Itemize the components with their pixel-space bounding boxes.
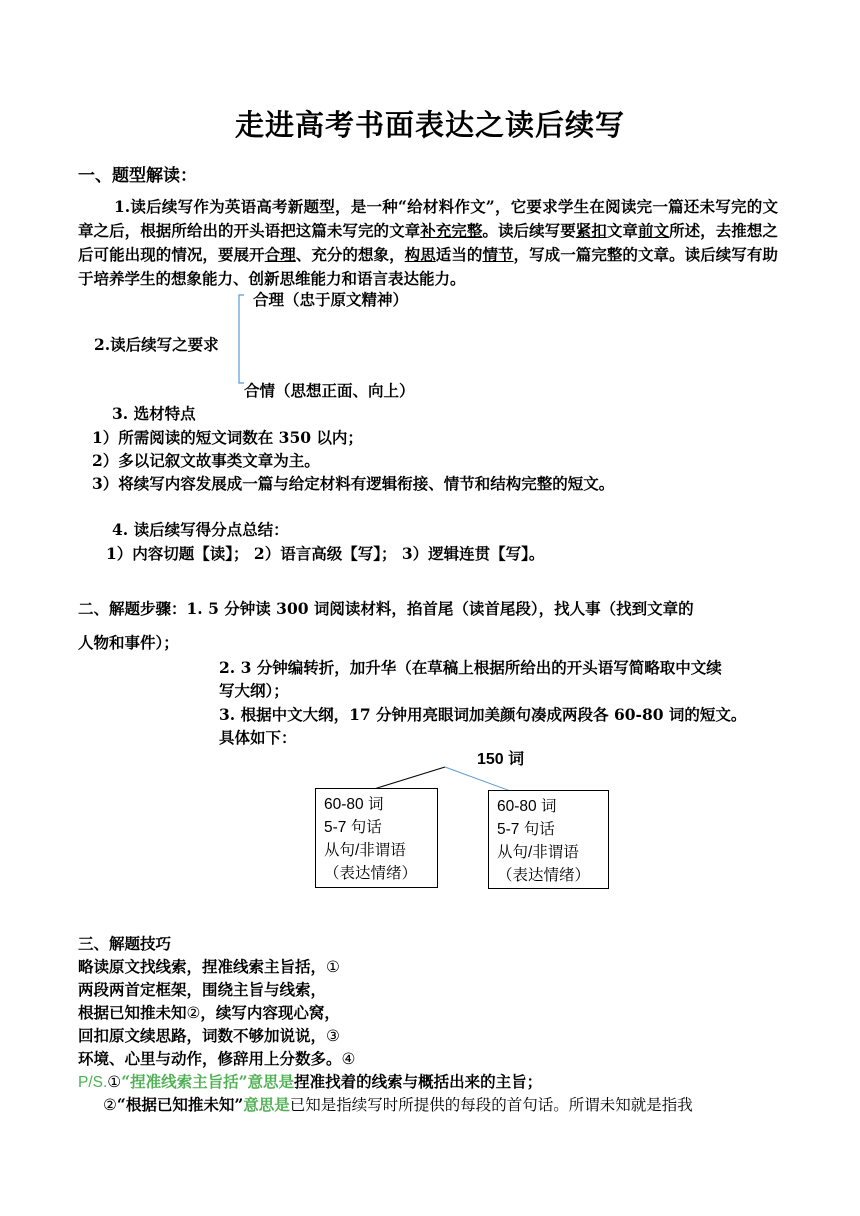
para-u3: 前文 <box>637 221 670 240</box>
section1-paragraph <box>78 195 778 291</box>
step2-line-b: 写大纲）； <box>219 681 289 700</box>
requirement-bracket <box>230 293 250 385</box>
selection-item-2: 2）多以记叙文故事类文章为主。 <box>92 451 320 470</box>
box-right-line-4: （表达情绪） <box>497 867 591 884</box>
step2-line-a: 2. 3 分钟编转折，加升华（在草稿上根据所给出的开头语写简略取中文续 <box>219 658 722 677</box>
tip-line-3: 根据已知推未知②，续写内容现心窝， <box>78 1003 340 1022</box>
ps-line-2: ②“根据已知推未知”意思是已知是指续写时所提供的每段的首句话。所谓未知就是指我 <box>103 1095 693 1114</box>
steps-line-2: 人物和事件）； <box>78 633 179 652</box>
diagram-box-right <box>488 790 609 889</box>
diagram-box-left <box>315 788 438 888</box>
para-u4: 合理 <box>264 245 296 264</box>
tip-line-1: 略读原文找线索，捏准线索主旨括，① <box>78 957 340 976</box>
para-u5: 构思 <box>404 245 436 264</box>
steps-line-1: 二、解题步骤：1. 5 分钟读 300 词阅读材料，掐首尾（读首尾段），找人事（找到文章的 <box>78 599 694 618</box>
selection-title: 3. 选材特点 <box>112 404 196 423</box>
para-e: 、充分的想象， <box>295 245 405 264</box>
para-g: ，写成一篇完整的文章。读后续写有助于培养学生的想象能力、创新思维能力和语言表达能力。 <box>78 245 778 288</box>
box-right-line-1: 60-80 词 <box>497 798 557 815</box>
para-u1: 补充完整 <box>420 221 483 240</box>
para-d: 所述，去推想之后可能出现的情况，要展开 <box>78 221 778 264</box>
section3-heading: 三、解题技巧 <box>78 934 172 953</box>
selection-item-3: 3）将续写内容发展成一篇与给定材料有逻辑衔接、情节和结构完整的短文。 <box>92 474 615 493</box>
tip-line-4: 回扣原文续思路，词数不够加说说，③ <box>78 1026 340 1045</box>
para-u6: 情节 <box>482 245 514 264</box>
para-u2: 紧扣 <box>575 221 607 240</box>
para-f: 适当的 <box>435 245 483 264</box>
ps-line-1: P/S.①“捏准线索主旨括”意思是捏准找着的线索与概括出来的主旨； <box>78 1072 543 1091</box>
box-right-line-2: 5-7 句话 <box>497 821 555 838</box>
box-left-line-4: （表达情绪） <box>324 865 418 882</box>
requirement-label: 2.读后续写之要求 <box>94 335 219 354</box>
diagram-total: 150 词 <box>477 751 525 768</box>
requirement-bottom: 合情（思想正面、向上） <box>244 381 415 400</box>
score-title: 4. 读后续写得分点总结： <box>112 520 289 539</box>
para-c: 文章 <box>606 221 638 240</box>
tip-line-5: 环境、心里与动作，修辞用上分数多。④ <box>78 1049 356 1068</box>
box-left-line-3: 从句/非谓语 <box>324 842 406 859</box>
requirement-top: 合理（忠于原文精神） <box>253 290 409 309</box>
selection-item-1: 1）所需阅读的短文词数在 350 以内； <box>92 428 363 447</box>
ps-prefix: P/S. <box>78 1074 108 1091</box>
box-right-line-3: 从句/非谓语 <box>497 844 579 861</box>
page-title: 走进高考书面表达之读后续写 <box>234 108 625 142</box>
section1-heading: 一、题型解读： <box>78 166 197 186</box>
para-b: 。读后续写要 <box>482 221 576 240</box>
step3-line-a: 3. 根据中文大纲，17 分钟用亮眼词加美颜句凑成两段各 60-80 词的短文。 <box>219 705 747 724</box>
step3-line-b: 具体如下： <box>219 728 297 747</box>
tip-line-2: 两段两首定框架，围绕主旨与线索， <box>78 980 327 999</box>
box-left-line-1: 60-80 词 <box>324 796 384 813</box>
para-a: 1.读后续写作为英语高考新题型，是一种“给材料作文”，它要求学生在阅读完一篇还未写完的文章之后，根据所给出的开头语把这篇未写完的文章 <box>78 197 778 240</box>
score-line: 1）内容切题【读】； 2）语言高级【写】； 3）逻辑连贯【写】。 <box>106 544 545 563</box>
box-left-line-2: 5-7 句话 <box>324 819 382 836</box>
